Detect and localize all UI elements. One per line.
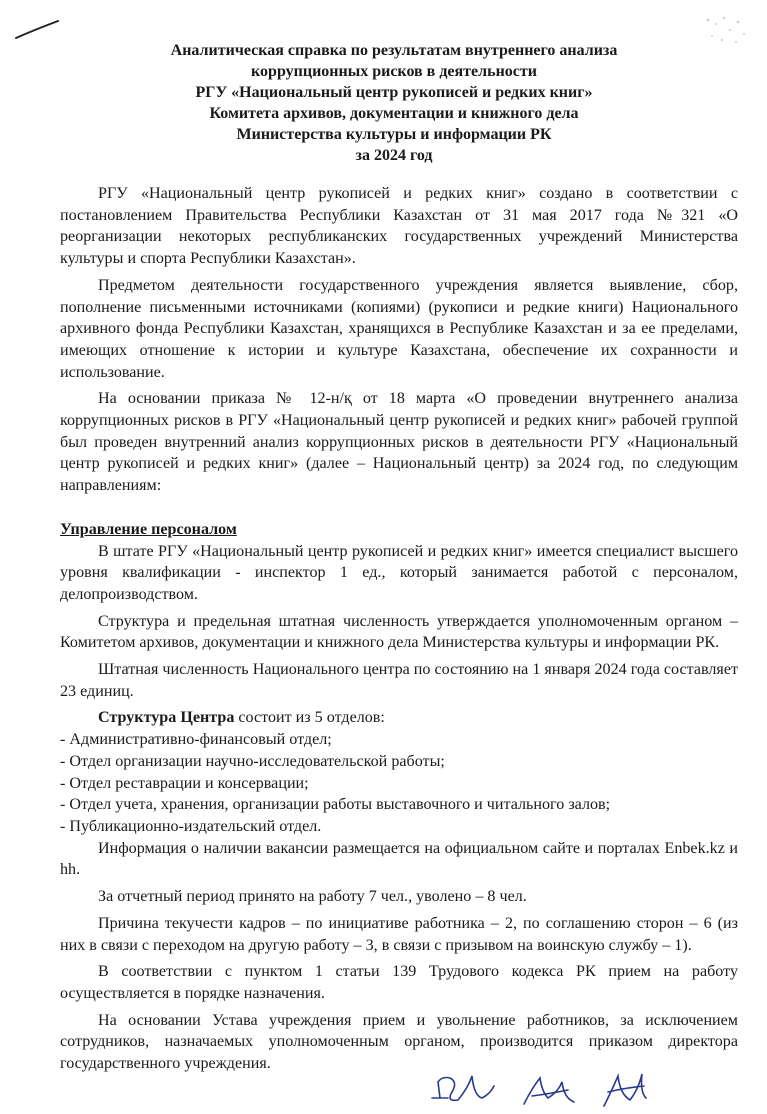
personnel-paragraph-6: Причина текучести кадров – по инициативе работника – 2, по соглашению сторон – 6 (из них в связи с переходом на другую работу – 3, в связи с призывом на воинскую службу – 1).	[60, 914, 738, 954]
department-item: - Отдел организации научно-исследовательской работы;	[60, 752, 445, 770]
signature-2	[518, 1068, 582, 1112]
structure-bold: Структура Центра	[98, 709, 235, 727]
structure-rest: состоит из 5 отделов:	[234, 709, 385, 727]
document-body	[60, 183, 738, 1075]
department-item: - Публикационно-издательский отдел.	[60, 817, 322, 835]
pen-stroke-mark	[14, 18, 60, 42]
title-line-6: за 2024 год	[355, 147, 433, 164]
title-line-1: Аналитическая справка по результатам внутреннего анализа	[170, 42, 618, 59]
signature-3	[596, 1068, 652, 1112]
intro-paragraph-2: Предметом деятельности государственного учреждения является выявление, сбор, пополнение письменными источниками (копиями) (рукописи и редкие книги) Национального архивного фонда Республики Казахстан, хранящихся в Республике Казахстан и за ее пределами, имеющих отношение к истории и культуре Казахстана, обеспечение их сохранности и использование.	[60, 276, 738, 381]
document-title	[60, 40, 728, 166]
personnel-paragraph-8: На основании Устава учреждения прием и увольнение работников, за исключением сотрудников, назначаемых уполномоченным органом, производится приказом директора государственного учреждения.	[60, 1011, 738, 1073]
structure-intro	[60, 707, 738, 729]
intro-paragraph-1: РГУ «Национальный центр рукописей и редких книг» создано в соответствии с постановлением Правительства Республики Казахстан от 31 мая 2017 года №321 «О реорганизации некоторых республиканских государственных учреждений Министерства культуры и спорта Республики Казахстан».	[60, 185, 738, 268]
signature-1	[428, 1068, 500, 1112]
section-heading-personnel: Управление персоналом	[60, 520, 237, 538]
personnel-paragraph-1: В штате РГУ «Национальный центр рукописей и редких книг» имеется специалист высшего уровня квалификации - инспектор 1 ед., который занимается работой с персоналом, делопроизводством.	[60, 542, 738, 603]
departments-list	[60, 729, 738, 838]
personnel-paragraph-5: За отчетный период принято на работу 7 чел., уволено – 8 чел.	[98, 888, 527, 906]
personnel-paragraph-3: Штатная численность Национального центра по состоянию на 1 января 2024 года составляет 23 единиц.	[60, 661, 738, 700]
title-line-3: РГУ «Национальный центр рукописей и редких книг»	[195, 84, 593, 101]
department-item: - Отдел учета, хранения, организации работы выставочного и читального залов;	[60, 796, 611, 814]
department-item: - Отдел реставрации и консервации;	[60, 774, 309, 792]
title-line-4: Комитета архивов, документации и книжного дела	[209, 105, 579, 122]
personnel-paragraph-4: Информация о наличии вакансии размещается на официальном сайте и порталах Enbek.kz и hh.	[60, 839, 738, 879]
intro-paragraph-3: На основании приказа № 12-н/қ от 18 марта «О проведении внутреннего анализа коррупционных рисков в РГУ «Национальный центр рукописей и редких книг» рабочей группой был проведен внутренний анализ коррупционных рисков в деятельности РГУ «Национальный центр рукописей и редких книг» (далее – Национальный центр) за 2024 год, по следующим направлениям:	[60, 390, 738, 495]
department-item: - Административно-финансовый отдел;	[60, 731, 332, 749]
title-line-2: коррупционных рисков в деятельности	[251, 63, 537, 80]
personnel-paragraph-7: В соответствии с пунктом 1 статьи 139 Трудового кодекса РК прием на работу осуществляется в порядке назначения.	[60, 963, 738, 1002]
personnel-paragraph-2: Структура и предельная штатная численность утверждается уполномоченным органом – Комитетом архивов, документации и книжного дела Министерства культуры и информации РК.	[60, 612, 738, 652]
title-line-5: Министерства культуры и информации РК	[236, 126, 552, 143]
